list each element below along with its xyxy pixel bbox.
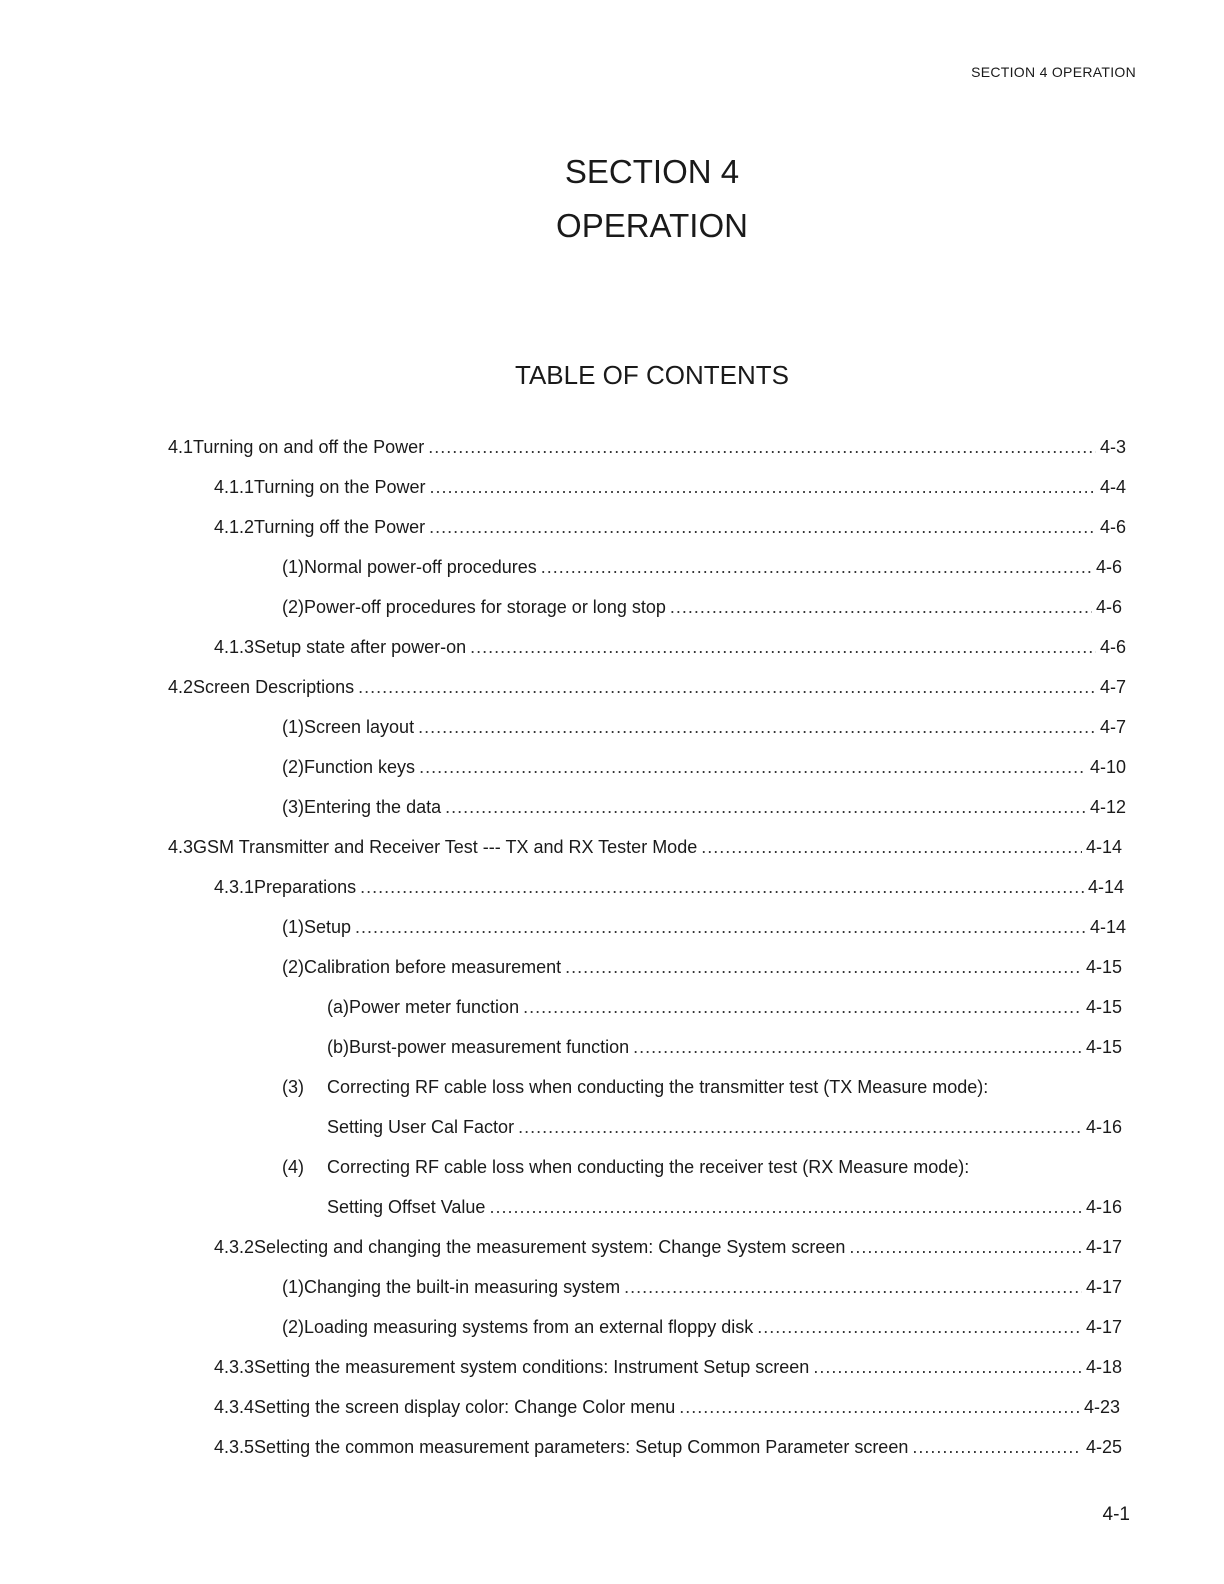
toc-entry-number: (2) — [282, 1317, 304, 1337]
toc-entry-title: Function keys — [304, 757, 416, 777]
toc-entry-number: (b) — [327, 1037, 349, 1057]
toc-entry-title: Setup — [304, 917, 352, 937]
toc-entry-title: Power-off procedures for storage or long stop — [304, 597, 666, 617]
toc-entry — [214, 512, 1126, 542]
toc-entry-page: 4-7 — [1099, 677, 1126, 697]
toc-entry-page: 4-25 — [1085, 1437, 1122, 1457]
toc-entry-title: Power meter function — [349, 997, 520, 1017]
toc-dot-leader — [565, 952, 1082, 982]
toc-entry-title: Calibration before measurement — [304, 957, 562, 977]
toc-dot-leader — [541, 552, 1092, 582]
toc-dot-leader — [633, 1032, 1082, 1062]
toc-entry-number: (4) — [282, 1157, 304, 1177]
toc-entry-number: 4.3.5 — [214, 1437, 255, 1457]
toc-entry — [327, 1032, 1122, 1062]
toc-entry-title: Screen layout — [304, 717, 415, 737]
toc-entry-number: (1) — [282, 917, 304, 937]
toc-entry — [327, 1112, 1122, 1142]
toc-dot-leader — [429, 472, 1096, 502]
toc-entry-title: Setting the common measurement parameters: Setup Common Parameter screen — [254, 1437, 909, 1457]
toc-dot-leader — [445, 792, 1086, 822]
section-title-line-2: OPERATION — [556, 207, 748, 244]
toc-entry-page: 4-16 — [1085, 1197, 1122, 1217]
toc-entry-title: Setting User Cal Factor — [327, 1117, 515, 1137]
toc-entry — [282, 792, 1126, 822]
toc-entry — [214, 1352, 1122, 1382]
toc-entry-page: 4-4 — [1099, 477, 1126, 497]
toc-entry — [327, 992, 1122, 1022]
toc-entry — [282, 552, 1122, 582]
toc-dot-leader — [912, 1432, 1082, 1462]
toc-entry-page: 4-12 — [1089, 797, 1126, 817]
toc-entry-number: (1) — [282, 557, 304, 577]
toc-entry-page: 4-6 — [1095, 557, 1122, 577]
toc-entry-number: (a) — [327, 997, 349, 1017]
toc-dot-leader — [360, 872, 1084, 902]
toc-entry-number: (2) — [282, 957, 304, 977]
toc-dot-leader — [489, 1192, 1082, 1222]
toc-dot-leader — [813, 1352, 1082, 1382]
toc-dot-leader — [670, 592, 1092, 622]
toc-entry — [282, 1312, 1122, 1342]
toc-entry — [214, 472, 1126, 502]
toc-entry-page: 4-6 — [1099, 517, 1126, 537]
toc-entry-title: Turning off the Power — [254, 517, 426, 537]
toc-entry — [214, 1392, 1120, 1422]
toc-dot-leader — [624, 1272, 1082, 1302]
toc-entry — [282, 712, 1126, 742]
toc-entry-page: 4-10 — [1089, 757, 1126, 777]
toc-entry — [282, 1152, 1122, 1182]
toc-entry-page: 4-15 — [1085, 1037, 1122, 1057]
toc-entry-title: Setting the measurement system conditions: Instrument Setup screen — [254, 1357, 810, 1377]
toc-dot-leader — [523, 992, 1082, 1022]
toc-entry — [282, 912, 1126, 942]
toc-entry-number: 4.1.1 — [214, 477, 255, 497]
toc-entry-title: Setting the screen display color: Change Color menu — [254, 1397, 676, 1417]
toc-dot-leader — [358, 672, 1096, 702]
toc-entry — [282, 592, 1122, 622]
toc-heading: TABLE OF CONTENTS — [515, 360, 789, 390]
toc-entry-number: 4.1 — [168, 437, 194, 457]
toc-entry — [214, 1232, 1122, 1262]
toc-entry-page: 4-18 — [1085, 1357, 1122, 1377]
toc-entry-number: (1) — [282, 1277, 304, 1297]
toc-entry — [282, 1272, 1122, 1302]
toc-entry — [282, 752, 1126, 782]
toc-entry-number: 4.3.2 — [214, 1237, 255, 1257]
toc-entry — [168, 832, 1122, 862]
toc-entry-title: Loading measuring systems from an external floppy disk — [304, 1317, 754, 1337]
toc-dot-leader — [679, 1392, 1080, 1422]
toc-entry-page: 4-14 — [1085, 837, 1122, 857]
toc-entry — [282, 1072, 1122, 1102]
toc-entry-number: 4.1.2 — [214, 517, 255, 537]
toc-entry-page: 4-15 — [1085, 997, 1122, 1017]
toc-entry-title: Turning on the Power — [254, 477, 426, 497]
toc-entry-title: Setup state after power-on — [254, 637, 467, 657]
toc-entry-number: (2) — [282, 597, 304, 617]
toc-entry-number: 4.3 — [168, 837, 194, 857]
toc-entry-page: 4-14 — [1089, 917, 1126, 937]
toc-entry-number: 4.1.3 — [214, 637, 255, 657]
toc-entry-page: 4-17 — [1085, 1277, 1122, 1297]
toc-entry-page: 4-14 — [1087, 877, 1124, 897]
toc-entry-number: (3) — [282, 797, 304, 817]
toc-entry-page: 4-15 — [1085, 957, 1122, 977]
toc-entry — [327, 1192, 1122, 1222]
toc-entry-title: GSM Transmitter and Receiver Test --- TX and RX Tester Mode — [193, 837, 698, 857]
toc-dot-leader — [355, 912, 1086, 942]
toc-entry-title: Screen Descriptions — [193, 677, 355, 697]
section-title-line-1: SECTION 4 — [564, 153, 740, 190]
toc-entry-number: 4.3.3 — [214, 1357, 255, 1377]
toc-entry-page: 4-6 — [1095, 597, 1122, 617]
toc-entry — [168, 432, 1126, 462]
toc-dot-leader — [428, 432, 1096, 462]
toc-entry-page: 4-6 — [1099, 637, 1126, 657]
toc-entry-page: 4-7 — [1099, 717, 1126, 737]
toc-entry-title: Setting Offset Value — [327, 1197, 486, 1217]
toc-entry-page: 4-16 — [1085, 1117, 1122, 1137]
toc-entry — [214, 872, 1124, 902]
toc-entry-title: Changing the built-in measuring system — [304, 1277, 621, 1297]
toc-entry — [168, 672, 1126, 702]
toc-entry-title: Selecting and changing the measurement system: Change System screen — [254, 1237, 846, 1257]
toc-entry-page: 4-3 — [1099, 437, 1126, 457]
toc-entry-title: Correcting RF cable loss when conducting the receiver test (RX Measure mode): — [327, 1157, 970, 1177]
toc-entry-title: Turning on and off the Power — [193, 437, 425, 457]
toc-entry-number: 4.3.1 — [214, 877, 255, 897]
toc-dot-leader — [470, 632, 1096, 662]
toc-entry — [282, 952, 1122, 982]
toc-entry-number: (1) — [282, 717, 304, 737]
toc-dot-leader — [849, 1232, 1082, 1262]
toc-entry-page: 4-17 — [1085, 1237, 1122, 1257]
toc-entry-title: Burst-power measurement function — [349, 1037, 630, 1057]
toc-entry-title: Preparations — [254, 877, 357, 897]
toc-entry-title: Correcting RF cable loss when conducting the transmitter test (TX Measure mode): — [327, 1077, 989, 1097]
toc-entry-number: (2) — [282, 757, 304, 777]
toc-entry — [214, 1432, 1122, 1462]
toc-entry — [214, 632, 1126, 662]
page-number: 4-1 — [1102, 1504, 1130, 1525]
toc-entry-title: Normal power-off procedures — [304, 557, 537, 577]
toc-entry-number: 4.3.4 — [214, 1397, 255, 1417]
toc-dot-leader — [419, 752, 1086, 782]
toc-entry-page: 4-17 — [1085, 1317, 1122, 1337]
toc-entry-title: Entering the data — [304, 797, 442, 817]
toc-entry-number: (3) — [282, 1077, 304, 1097]
toc-entry-number: 4.2 — [168, 677, 194, 697]
toc-dot-leader — [701, 832, 1082, 862]
toc-dot-leader — [757, 1312, 1082, 1342]
toc-dot-leader — [429, 512, 1096, 542]
toc-dot-leader — [518, 1112, 1082, 1142]
toc-entry-page: 4-23 — [1083, 1397, 1120, 1417]
running-head: SECTION 4 OPERATION — [971, 64, 1136, 80]
toc-dot-leader — [418, 712, 1096, 742]
